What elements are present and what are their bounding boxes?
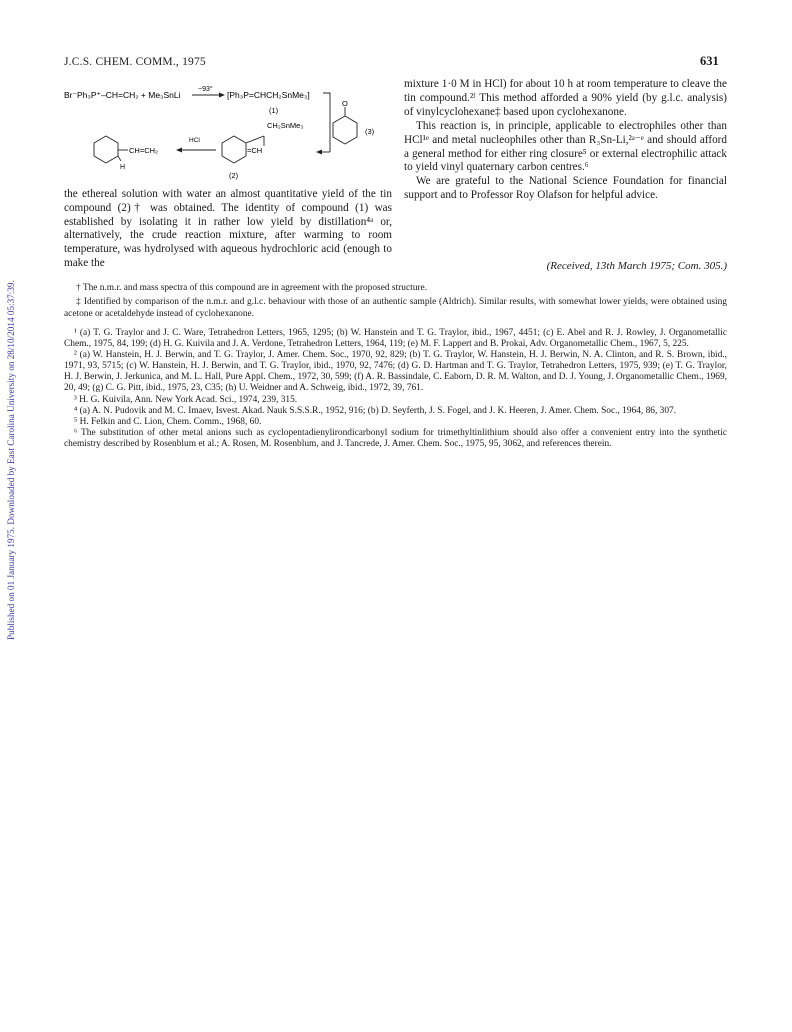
footnote-double-dagger: ‡ Identified by comparison of the n.m.r. and g.l.c. behaviour with those of an authentic sample (Aldrich). Similar results, with somewhat lower yields, were obtained using acetone or acetaldehyde instead of cyclohexanone. — [64, 297, 727, 319]
scheme-vinyl: CH=CH₂ — [129, 146, 158, 155]
reference-item: ⁶ The substitution of other metal anions such as cyclopentadienylirondicarbonyl sodium for trimethyltinlithium should also offer a convenient entry into the synthetic chemistry described by Rosenblum et al.; A. Rosen, M. Rosenblum, and J. Tancrede, J. Amer. Chem. Soc., 1975, 95, 3062, and references therein. — [64, 427, 727, 449]
scheme-ring-ch: =CH — [247, 146, 263, 155]
scheme-bracket-line — [323, 93, 330, 152]
download-watermark-text: Published on 01 January 1975. Downloaded by East Carolina University on 28/10/2014 05:37:39. — [6, 280, 16, 640]
scheme-label-2: (2) — [229, 171, 239, 180]
scheme-label-1: (1) — [269, 106, 279, 115]
reference-item: ³ H. G. Kuivila, Ann. New York Acad. Sci., 1974, 239, 315. — [74, 394, 298, 405]
download-watermark — [6, 120, 18, 640]
product-2-ring — [222, 136, 246, 163]
received-date: (Received, 13th March 1975; Com. 305.) — [546, 260, 727, 272]
reference-item: ¹ (a) T. G. Traylor and J. C. Ware, Tetrahedron Letters, 1965, 1295; (b) W. Hanstein and T. G. Traylor, ibid., 1967, 4451; (c) E. Abel and R. J. Rowley, J. Organometallic Chem., 1975, 84, 199; (d) H. G. Kuivila and J. A. Verdone, Tetrahedron Letters, 1964, 119; (e) M. F. Lappert and B. Prokai, Adv. Organometallic Chem., 1967, 5, 225. — [64, 328, 727, 350]
h-bond — [118, 156, 121, 161]
footnotes — [64, 283, 727, 323]
left-paragraph: the ethereal solution with water an almost quantitative yield of the tin compound (2)† was obtained. The identity of compound (1) was established by isolating it in rather low yield by distillation⁴ᵃ or, alternatively, the crude reaction mixture, after warming to room temperature, was hydrolysed with aqueous hydrochloric acid (enough to make the — [64, 188, 392, 269]
scheme-arrowhead-2 — [176, 148, 182, 153]
scheme-reagent-left: Br⁻Ph₃P⁺–CH=CH₂ + Me₃SnLi — [64, 90, 181, 100]
scheme-arrowhead-1 — [219, 93, 225, 98]
page-number: 631 — [700, 54, 719, 68]
references — [64, 328, 727, 450]
footnote-dagger: † The n.m.r. and mass spectra of this compound are in agreement with the proposed structure. — [76, 283, 428, 293]
right-column — [404, 78, 727, 203]
scheme-h: H — [120, 164, 126, 171]
reaction-scheme — [64, 80, 394, 180]
cyclohexanone-ring — [333, 116, 357, 144]
right-paragraph-2: This reaction is, in principle, applicable to electrophiles other than HCl¹ᵉ and metal nucleophiles other than R₃Sn-Li,²ᵃ⁻ᵉ and should afford a general method for either ring closure⁵ or external electrophilic attack to yield vinyl quaternary carbon centres.⁶ — [404, 119, 727, 174]
scheme-hcl: HCl — [189, 137, 200, 144]
product-2-ch2-bond — [246, 136, 264, 143]
right-paragraph-1: mixture 1·0 M in HCl) for about 10 h at room temperature to cleave the tin compound.²ᶠ This method afforded a 90% yield (by g.l.c. analysis) of vinylcyclohexane‡ based upon cyclohexanone. — [404, 78, 727, 118]
reaction-scheme-svg — [64, 80, 394, 180]
reference-item: ⁴ (a) A. N. Pudovik and M. C. Imaev, Isvest. Akad. Nauk S.S.S.R., 1952, 916; (b) D. Seyferth, J. S. Fogel, and J. K. Heeren, J. Amer. Chem. Soc., 1964, 86, 307. — [74, 405, 677, 416]
scheme-carbonyl-o: O — [342, 99, 348, 108]
scheme-product-1: [Ph₃P=CHCH₂SnMe₃] — [227, 90, 310, 100]
scheme-label-3: (3) — [365, 127, 375, 136]
running-header: J.C.S. CHEM. COMM., 1975 — [64, 56, 206, 68]
scheme-temperature: −93° — [198, 86, 213, 93]
left-column — [64, 188, 392, 271]
right-paragraph-3: We are grateful to the National Science Foundation for financial support and to Professor Roy Olafson for helpful advice. — [404, 175, 727, 202]
reference-item: ⁵ H. Felkin and C. Lion, Chem. Comm., 1968, 60. — [74, 416, 262, 427]
scheme-arrowhead-3 — [316, 150, 322, 155]
scheme-substituent: CH₂SnMe₃ — [267, 121, 304, 130]
reference-item: ² (a) W. Hanstein, H. J. Berwin, and T. G. Traylor, J. Amer. Chem. Soc., 1970, 92, 829; (b) T. G. Traylor, W. Hanstein, H. J. Berwin, N. A. Clinton, and R. S. Brown, ibid., 1971, 93, 5715; (c) W. Hanstein, H. J. Berwin, and T. G. Traylor, ibid., 1970, 92, 7476; (d) G. D. Hartman and T. G. Traylor, Tetrahedron Letters, 1975, 939; (e) T. G. Traylor, H. J. Berwin, J. Jerkunica, and M. L. Hall, Pure Appl. Chem., 1972, 30, 599; (f) A. R. Bassindale, C. Eaborn, D. R. M. Walton, and D. J. Young, J. Organometallic Chem., 1969, 20, 49; (g) C. G. Pitt, ibid., 1975, 23, C35; (h) U. Weidner and A. Schweig, ibid., 1972, 39, 761. — [64, 350, 727, 394]
vinylcyclohexane-ring — [94, 136, 118, 163]
